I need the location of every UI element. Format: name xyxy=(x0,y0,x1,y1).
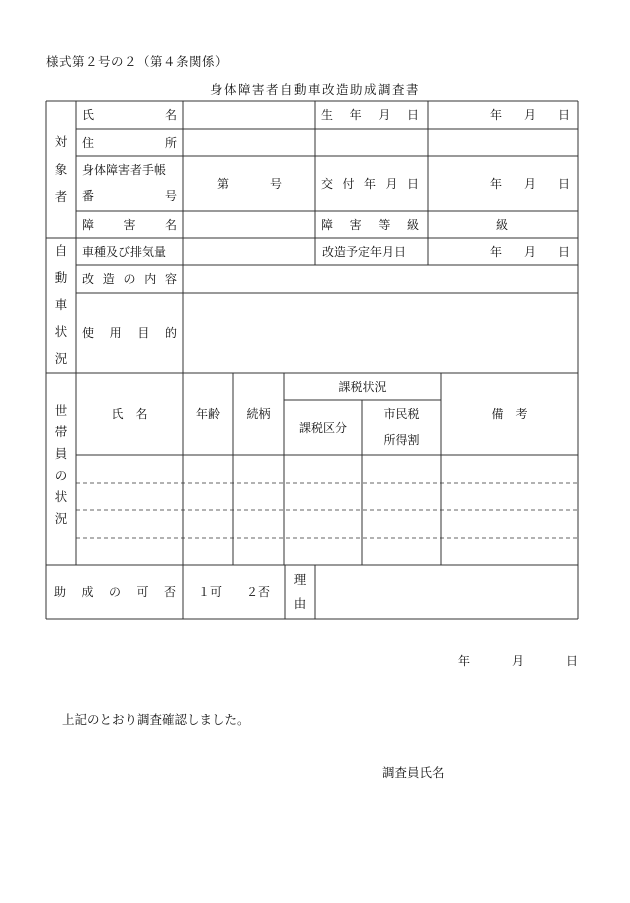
member-age-header: 年齢 xyxy=(195,407,220,421)
inspector-name-label: 調査員氏名 xyxy=(382,765,445,780)
grade-label: 障 害 等 級 xyxy=(321,217,419,232)
name-value[interactable] xyxy=(184,102,314,128)
planned-date-value[interactable]: 年 月 日 xyxy=(490,244,570,259)
vehicle-group-label: 自 動 車 状 況 xyxy=(54,243,68,367)
tax-status-header: 課税状況 xyxy=(338,379,387,394)
tax-class-header: 課税区分 xyxy=(298,420,347,435)
city-tax-header-line2: 所得割 xyxy=(383,433,420,447)
issue-date-value[interactable]: 年 月 日 xyxy=(490,176,570,191)
vehicle-type-label: 車種及び排気量 xyxy=(82,244,167,259)
grade-value[interactable]: 級 xyxy=(496,217,509,232)
reason-label: 理 由 xyxy=(293,571,307,611)
decision-options[interactable]: １可 ２否 xyxy=(197,585,270,599)
name-label: 氏 名 xyxy=(82,108,177,122)
disability-value[interactable] xyxy=(184,212,314,237)
footer-date[interactable]: 年 月 日 xyxy=(458,654,578,668)
member-relation-header: 続柄 xyxy=(246,407,271,421)
birthdate-label: 生 年 月 日 xyxy=(321,108,419,122)
purpose-label: 使 用 目 的 xyxy=(82,326,177,340)
handbook-label-line1: 身体障害者手帳 xyxy=(82,163,167,177)
planned-date-label: 改造予定年月日 xyxy=(322,244,407,259)
vehicle-type-value[interactable] xyxy=(184,239,314,264)
subject-group-label: 対 象 者 xyxy=(54,134,68,205)
issue-date-label: 交 付 年 月 日 xyxy=(321,176,419,191)
remarks-header: 備 考 xyxy=(491,407,528,421)
document-title: 身体障害者自動車改造助成調査書 xyxy=(209,82,420,97)
city-tax-header-line1: 市民税 xyxy=(383,407,420,421)
handbook-number-value[interactable]: 第 号 xyxy=(217,176,282,191)
address-label: 住 所 xyxy=(82,135,177,150)
member-name-header: 氏 名 xyxy=(111,407,148,421)
address-value[interactable] xyxy=(184,130,576,155)
confirmation-text: 上記のとおり調査確認しました。 xyxy=(62,712,250,727)
purpose-value[interactable] xyxy=(184,294,576,372)
household-row[interactable] xyxy=(77,484,577,509)
household-row[interactable] xyxy=(77,511,577,537)
modification-label: 改 造 の 内 容 xyxy=(82,272,177,286)
reason-value[interactable] xyxy=(316,566,577,618)
household-group-label: 世 帯 員 の 状 況 xyxy=(54,402,68,526)
birthdate-value[interactable]: 年 月 日 xyxy=(490,108,570,122)
modification-value[interactable] xyxy=(184,266,576,292)
household-row[interactable] xyxy=(77,539,577,564)
form-number: 様式第２号の２（第４条関係） xyxy=(46,54,229,69)
handbook-label-line2: 番 号 xyxy=(82,189,177,203)
household-row[interactable] xyxy=(77,456,577,482)
disability-label: 障 害 名 xyxy=(82,217,177,232)
decision-label: 助 成 の 可 否 xyxy=(54,585,176,599)
